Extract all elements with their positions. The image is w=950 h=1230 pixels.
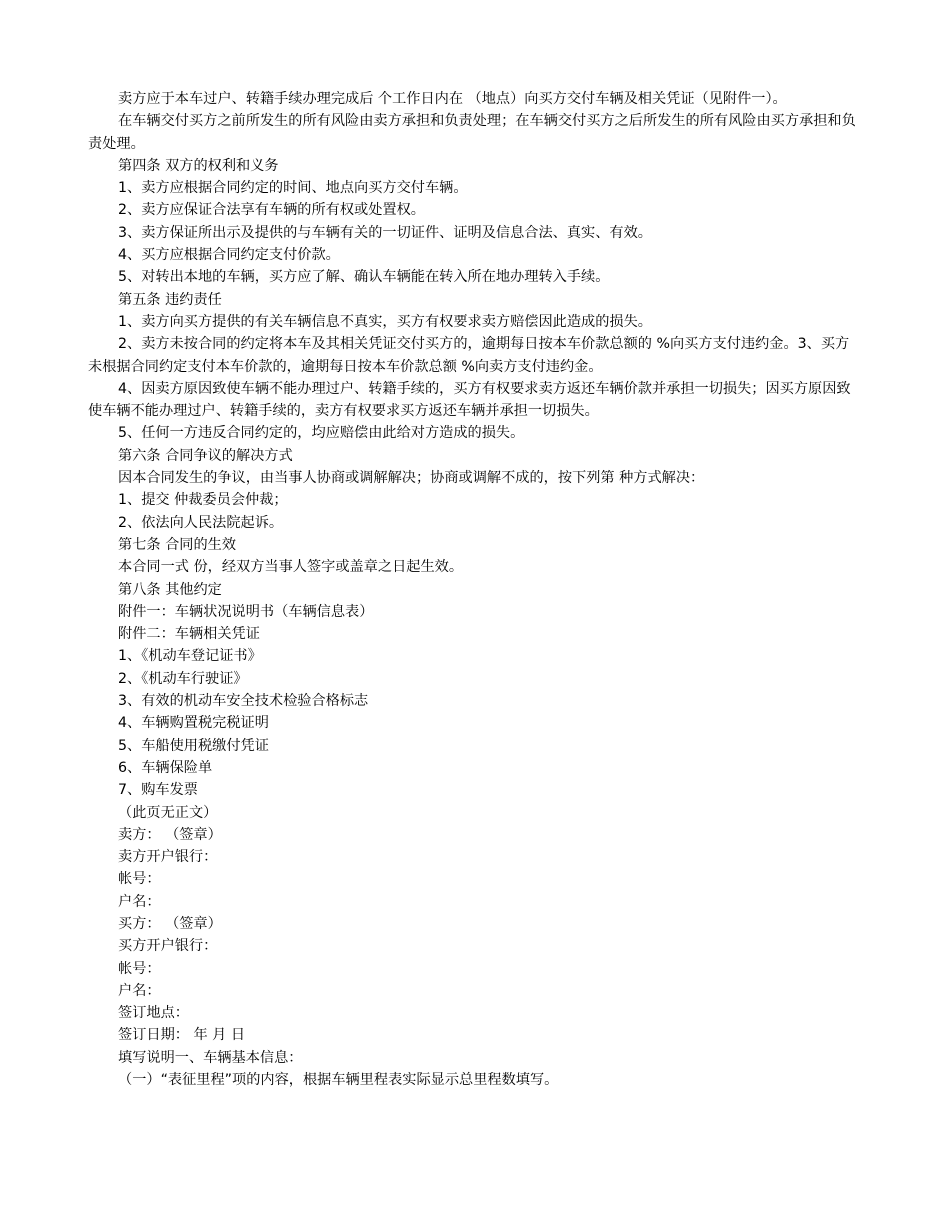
document-paragraph: 1、提交 仲裁委员会仲裁；: [118, 492, 288, 509]
document-paragraph: 3、有效的机动车安全技术检验合格标志: [118, 693, 369, 710]
document-paragraph: 7、购车发票: [118, 782, 198, 799]
document-paragraph: 5、车船使用税缴付凭证: [118, 737, 269, 754]
document-paragraph: 3、卖方保证所出示及提供的与车辆有关的一切证件、证明及信息合法、真实、有效。: [118, 224, 652, 241]
document-paragraph: （此页无正文）: [118, 804, 218, 821]
document-paragraph: 第四条 双方的权利和义务: [118, 157, 279, 174]
document-paragraph: 4、买方应根据合同约定支付价款。: [118, 247, 340, 264]
document-paragraph: 第五条 违约责任: [118, 291, 222, 308]
document-paragraph: 5、任何一方违反合同约定的，均应赔偿由此给对方造成的损失。: [118, 425, 525, 442]
document-paragraph: 附件一：车辆状况说明书（车辆信息表）: [118, 603, 374, 620]
document-paragraph: 5、对转出本地的车辆，买方应了解、确认车辆能在转入所在地办理转入手续。: [118, 269, 610, 286]
document-paragraph: 2、卖方未按合同的约定将本车及其相关凭证交付买方的，逾期每日按本车价款总额的 %向买方支付违约金。3、买方未根据合同约定支付本车价款的，逾期每日按本车价款总额 %向卖方支付违约金。: [88, 336, 850, 375]
document-paragraph: 户名：: [118, 893, 161, 910]
document-paragraph: 6、车辆保险单: [118, 759, 213, 776]
document-paragraph: 第七条 合同的生效: [118, 536, 237, 553]
document-paragraph: 附件二：车辆相关凭证: [118, 626, 260, 643]
document-paragraph: 第八条 其他约定: [118, 581, 222, 598]
document-paragraph: 2、依法向人民法院起诉。: [118, 514, 284, 531]
contract-document: [88, 88, 856, 1091]
document-paragraph: 卖方应于本车过户、转籍手续办理完成后 个工作日内在 （地点）向买方交付车辆及相关凭证（见附件一）。: [118, 91, 787, 107]
document-paragraph: 签订日期： 年 月 日: [118, 1027, 246, 1044]
document-paragraph: 填写说明一、车辆基本信息：: [118, 1049, 303, 1066]
document-paragraph: 4、因卖方原因致使车辆不能办理过户、转籍手续的，买方有权要求卖方返还车辆价款并承担一切损失；因买方原因致使车辆不能办理过户、转籍手续的，卖方有权要求买方返还车辆并承担一切损失。: [88, 380, 851, 420]
document-paragraph: 1、卖方向买方提供的有关车辆信息不真实，买方有权要求卖方赔偿因此造成的损失。: [118, 313, 652, 330]
document-paragraph: 买方： （签章）: [118, 915, 222, 932]
document-paragraph: 因本合同发生的争议，由当事人协商或调解解决；协商或调解不成的，按下列第 种方式解决：: [118, 470, 705, 487]
document-paragraph: （一）“表征里程”项的内容，根据车辆里程表实际显示总里程数填写。: [118, 1072, 559, 1089]
document-paragraph: 帐号：: [118, 960, 161, 977]
document-paragraph: 签订地点：: [118, 1005, 189, 1022]
document-paragraph: 卖方： （签章）: [118, 826, 222, 843]
document-paragraph: 卖方开户银行：: [118, 849, 218, 866]
document-paragraph: 本合同一式 份，经双方当事人签字或盖章之日起生效。: [118, 559, 464, 576]
document-paragraph: 第六条 合同争议的解决方式: [118, 447, 293, 464]
document-paragraph: 1、《机动车登记证书》: [118, 648, 262, 665]
document-paragraph: 4、车辆购置税完税证明: [118, 715, 269, 732]
document-paragraph: 2、《机动车行驶证》: [118, 670, 248, 687]
document-paragraph: 帐号：: [118, 871, 161, 888]
document-paragraph: 户名：: [118, 982, 161, 999]
document-paragraph: 2、卖方应保证合法享有车辆的所有权或处置权。: [118, 202, 425, 219]
document-paragraph: 买方开户银行：: [118, 938, 218, 955]
document-paragraph: 在车辆交付买方之前所发生的所有风险由卖方承担和负责处理；在车辆交付买方之后所发生的所有风险由买方承担和负责处理。: [88, 113, 856, 152]
document-paragraph: 1、卖方应根据合同约定的时间、地点向买方交付车辆。: [118, 180, 468, 197]
